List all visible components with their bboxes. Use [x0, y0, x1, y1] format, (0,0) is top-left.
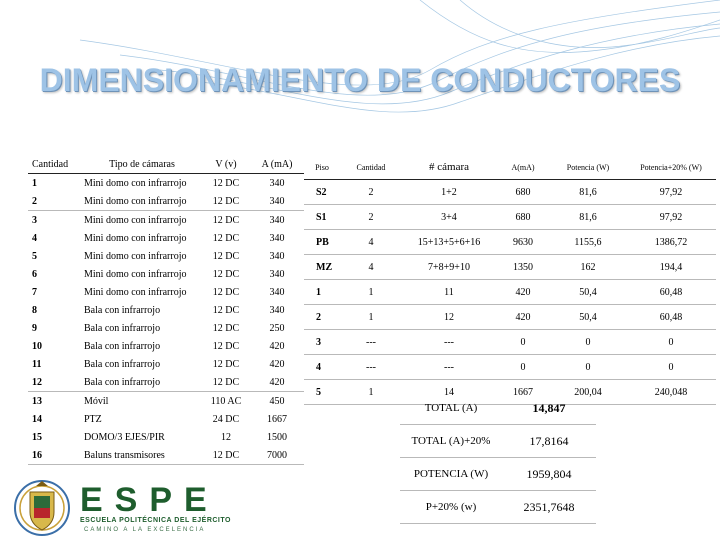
totals-row — [400, 491, 596, 524]
cell-amperes: 0 — [496, 355, 550, 380]
table-row — [28, 265, 304, 283]
table-row — [28, 392, 304, 411]
table-row — [304, 255, 716, 280]
table-row — [28, 428, 304, 446]
table-row — [304, 205, 716, 230]
cell-cantidad: --- — [340, 355, 402, 380]
cell-potencia: 0 — [550, 355, 626, 380]
table-row — [28, 283, 304, 301]
header-voltage: V (v) — [202, 155, 250, 174]
cell-cantidad: 1 — [340, 280, 402, 305]
cell-voltage: 12 DC — [202, 192, 250, 211]
cameras-table — [28, 155, 304, 465]
cell-potencia-20: 60,48 — [626, 280, 716, 305]
cell-potencia: 81,6 — [550, 205, 626, 230]
shield-icon — [15, 481, 69, 535]
cell-potencia: 200,04 — [550, 380, 626, 405]
cell-current: 340 — [269, 250, 285, 262]
total-label: P+20% (w) — [400, 491, 502, 524]
cell-voltage: 12 DC — [212, 286, 240, 298]
cell-potencia-20: 194,4 — [626, 255, 716, 280]
cell-camara: 3+4 — [402, 205, 496, 230]
cell-current: 420 — [269, 340, 285, 352]
cell-potencia-20: 97,92 — [626, 205, 716, 230]
cell-potencia-20: 1386,72 — [626, 230, 716, 255]
cell-tipo: Mini domo con infrarrojo — [84, 214, 187, 226]
total-label: TOTAL (A)+20% — [400, 425, 502, 458]
table-row — [304, 355, 716, 380]
cell-tipo: Bala con infrarrojo — [84, 322, 161, 334]
table-row — [28, 301, 304, 319]
cell-amperes: 1667 — [496, 380, 550, 405]
cell-camara: 12 — [402, 305, 496, 330]
totals-row — [400, 392, 596, 425]
header-tipo: Tipo de cámaras — [82, 155, 202, 174]
cell-cantidad: 7 — [32, 286, 37, 298]
cell-current: 250 — [269, 322, 285, 334]
header-cantidad: Cantidad — [340, 155, 402, 180]
cell-voltage: 12 DC — [212, 232, 240, 244]
cell-piso: 1 — [304, 280, 340, 305]
cell-amperes: 420 — [496, 280, 550, 305]
cell-cantidad: 2 — [28, 192, 82, 211]
cell-voltage: 110 AC — [210, 395, 242, 407]
cell-amperes: 680 — [496, 205, 550, 230]
cell-current: 450 — [269, 395, 285, 407]
table-row — [304, 230, 716, 255]
cell-tipo: Baluns transmisores — [82, 446, 202, 465]
cell-cantidad: 6 — [32, 268, 37, 280]
cell-tipo: DOMO/3 EJES/PIR — [84, 431, 165, 443]
table-row — [28, 410, 304, 428]
cell-potencia-20: 60,48 — [626, 305, 716, 330]
cell-piso: 5 — [304, 380, 340, 405]
cell-current: 1500 — [267, 431, 287, 443]
cell-cantidad: 2 — [340, 180, 402, 205]
cell-piso: S1 — [304, 205, 340, 230]
header-amperes: A(mA) — [496, 155, 550, 180]
cell-tipo: PTZ — [84, 413, 102, 425]
cell-amperes: 680 — [496, 180, 550, 205]
cell-potencia: 162 — [550, 255, 626, 280]
totals-row — [400, 425, 596, 458]
table-row — [304, 330, 716, 355]
table-row — [28, 229, 304, 247]
cell-voltage: 12 DC — [212, 177, 240, 189]
cell-potencia-20: 240,048 — [626, 380, 716, 405]
header-camara: # cámara — [402, 155, 496, 180]
cell-piso: 4 — [304, 355, 340, 380]
cell-cantidad: 12 — [28, 373, 82, 392]
cell-current: 340 — [269, 286, 285, 298]
floors-table-header — [304, 155, 716, 180]
cell-tipo: Bala con infrarrojo — [84, 304, 161, 316]
cell-cantidad: 16 — [28, 446, 82, 465]
cell-potencia: 1155,6 — [550, 230, 626, 255]
cell-current: 7000 — [250, 446, 304, 465]
cell-potencia-20: 0 — [626, 355, 716, 380]
table-row — [28, 373, 304, 392]
espe-wordmark: ESPE — [80, 481, 219, 519]
total-value: 17,8164 — [502, 425, 596, 458]
total-label: TOTAL (A) — [400, 392, 502, 425]
total-label: POTENCIA (W) — [400, 458, 502, 491]
table-row — [304, 180, 716, 205]
cell-cantidad: 4 — [340, 255, 402, 280]
header-potencia: Potencia (W) — [550, 155, 626, 180]
cell-piso: S2 — [304, 180, 340, 205]
cell-potencia-20: 0 — [626, 330, 716, 355]
cell-current: 340 — [269, 177, 285, 189]
cell-tipo: Mini domo con infrarrojo — [82, 192, 202, 211]
cell-cantidad: 5 — [32, 250, 37, 262]
cell-current: 340 — [269, 214, 285, 226]
page-title: DIMENSIONAMIENTO DE CONDUCTORES — [39, 62, 681, 98]
cell-piso: MZ — [304, 255, 340, 280]
cell-potencia-20: 97,92 — [626, 180, 716, 205]
floors-table — [304, 155, 716, 405]
cell-cantidad: 8 — [32, 304, 37, 316]
total-value: 2351,7648 — [502, 491, 596, 524]
cell-current: 1667 — [267, 413, 287, 425]
header-piso: Piso — [304, 155, 340, 180]
espe-tagline: CAMINO A LA EXCELENCIA — [84, 527, 206, 533]
cell-voltage: 12 DC — [202, 446, 250, 465]
cell-piso: PB — [304, 230, 340, 255]
cell-cantidad: --- — [340, 330, 402, 355]
cell-voltage: 12 — [221, 431, 231, 443]
total-value: 1959,804 — [502, 458, 596, 491]
cell-cantidad: 9 — [32, 322, 37, 334]
header-current: A (mA) — [250, 155, 304, 174]
cell-camara: 11 — [402, 280, 496, 305]
espe-subtitle: ESCUELA POLITÉCNICA DEL EJÉRCITO — [80, 517, 231, 524]
cell-current: 420 — [269, 358, 285, 370]
totals-table — [400, 392, 596, 524]
cell-voltage: 24 DC — [212, 413, 240, 425]
cameras-table-header — [28, 155, 304, 174]
cell-tipo: Mini domo con infrarrojo — [84, 177, 187, 189]
cell-tipo: Mini domo con infrarrojo — [84, 232, 187, 244]
cell-camara: 15+13+5+6+16 — [402, 230, 496, 255]
cell-current: 340 — [269, 304, 285, 316]
cell-cantidad: 13 — [32, 395, 42, 407]
cell-cantidad: 2 — [340, 205, 402, 230]
cell-camara: --- — [402, 330, 496, 355]
cell-cantidad: 4 — [340, 230, 402, 255]
cell-cantidad: 1 — [340, 380, 402, 405]
cell-current: 340 — [250, 192, 304, 211]
cell-cantidad: 11 — [32, 358, 42, 370]
table-row — [28, 446, 304, 465]
cell-tipo: Bala con infrarrojo — [84, 358, 161, 370]
cell-camara: --- — [402, 355, 496, 380]
cell-current: 420 — [250, 373, 304, 392]
total-value: 14,847 — [502, 392, 596, 425]
table-row — [28, 337, 304, 355]
table-row — [28, 319, 304, 337]
table-row — [28, 211, 304, 230]
table-row — [304, 280, 716, 305]
table-row — [28, 174, 304, 193]
cell-tipo: Bala con infrarrojo — [82, 373, 202, 392]
cell-piso: 3 — [304, 330, 340, 355]
cell-amperes: 0 — [496, 330, 550, 355]
cell-voltage: 12 DC — [212, 304, 240, 316]
cell-amperes: 1350 — [496, 255, 550, 280]
cell-camara: 7+8+9+10 — [402, 255, 496, 280]
cell-voltage: 12 DC — [212, 268, 240, 280]
cell-cantidad: 3 — [32, 214, 37, 226]
cell-cantidad: 15 — [32, 431, 42, 443]
table-row — [304, 305, 716, 330]
cell-tipo: Bala con infrarrojo — [84, 340, 161, 352]
cell-cantidad: 1 — [32, 177, 37, 189]
cell-potencia: 81,6 — [550, 180, 626, 205]
cell-cantidad: 4 — [32, 232, 37, 244]
header-potencia-20: Potencia+20% (W) — [626, 155, 716, 180]
header-cantidad: Cantidad — [28, 155, 82, 174]
cell-potencia: 50,4 — [550, 305, 626, 330]
cell-tipo: Móvil — [84, 395, 109, 407]
cell-cantidad: 1 — [340, 305, 402, 330]
cell-camara: 14 — [402, 380, 496, 405]
table-row — [28, 192, 304, 211]
cell-voltage: 12 DC — [202, 373, 250, 392]
cell-piso: 2 — [304, 305, 340, 330]
cell-potencia: 50,4 — [550, 280, 626, 305]
table-row — [28, 355, 304, 373]
cell-voltage: 12 DC — [212, 358, 240, 370]
cell-camara: 1+2 — [402, 180, 496, 205]
cell-current: 340 — [269, 232, 285, 244]
cell-potencia: 0 — [550, 330, 626, 355]
cell-amperes: 420 — [496, 305, 550, 330]
cell-voltage: 12 DC — [212, 214, 240, 226]
cell-amperes: 9630 — [496, 230, 550, 255]
cell-voltage: 12 DC — [212, 322, 240, 334]
cell-voltage: 12 DC — [212, 250, 240, 262]
cell-cantidad: 14 — [32, 413, 42, 425]
cell-voltage: 12 DC — [212, 340, 240, 352]
cell-cantidad: 10 — [32, 340, 42, 352]
totals-row — [400, 458, 596, 491]
table-row — [28, 247, 304, 265]
cell-tipo: Mini domo con infrarrojo — [84, 268, 187, 280]
cell-tipo: Mini domo con infrarrojo — [84, 250, 187, 262]
cell-current: 340 — [269, 268, 285, 280]
cell-tipo: Mini domo con infrarrojo — [84, 286, 187, 298]
